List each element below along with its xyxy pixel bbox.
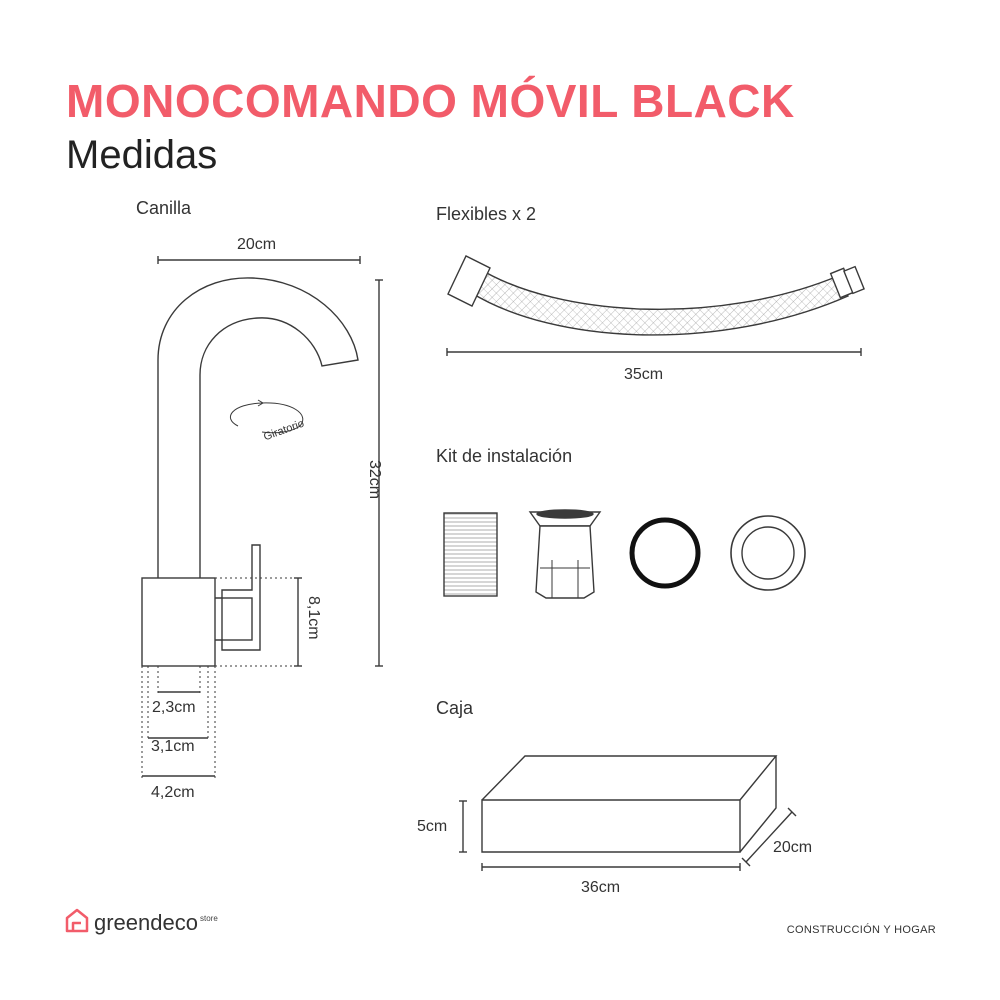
- faucet-label: Canilla: [136, 198, 192, 218]
- brand-name: greendeco: [94, 910, 198, 935]
- faucet-dim-mid: 3,1cm: [151, 738, 195, 755]
- box-depth: 20cm: [773, 839, 813, 856]
- box-height: 5cm: [417, 818, 448, 835]
- box-label: Caja: [436, 698, 474, 718]
- kit-threaded-rod: [444, 513, 497, 596]
- page-title: MONOCOMANDO MÓVIL BLACK: [66, 75, 795, 127]
- kit-anchor: [530, 510, 600, 598]
- kit-o-ring: [632, 520, 698, 586]
- faucet-dim-outer: 4,2cm: [151, 784, 195, 801]
- box-drawing: [459, 756, 796, 871]
- hose-length: 35cm: [624, 366, 664, 383]
- faucet-height: 32cm: [366, 460, 383, 500]
- brand-suffix: store: [199, 914, 218, 923]
- faucet-body: [142, 578, 215, 666]
- brand-logo: [94, 912, 218, 934]
- hose-body: [470, 268, 848, 335]
- box-width: 36cm: [581, 879, 621, 896]
- faucet-base-height: 8,1cm: [305, 596, 322, 640]
- box-top: [482, 756, 776, 800]
- faucet-width: 20cm: [237, 236, 277, 253]
- kit-drawing: [444, 510, 805, 598]
- kit-label: Kit de instalación: [436, 446, 573, 466]
- hoses-label: Flexibles x 2: [436, 204, 537, 224]
- home-logo-icon: [67, 910, 87, 931]
- page-subtitle: Medidas: [66, 133, 218, 177]
- box-front: [482, 800, 740, 852]
- footer-tagline: CONSTRUCCIÓN Y HOGAR: [786, 924, 936, 936]
- box-side: [740, 756, 776, 852]
- faucet-dim-inner: 2,3cm: [152, 699, 196, 716]
- rotation-label: Giratorio: [262, 417, 306, 444]
- faucet-spout: [158, 278, 358, 578]
- hose-drawing: [447, 256, 864, 356]
